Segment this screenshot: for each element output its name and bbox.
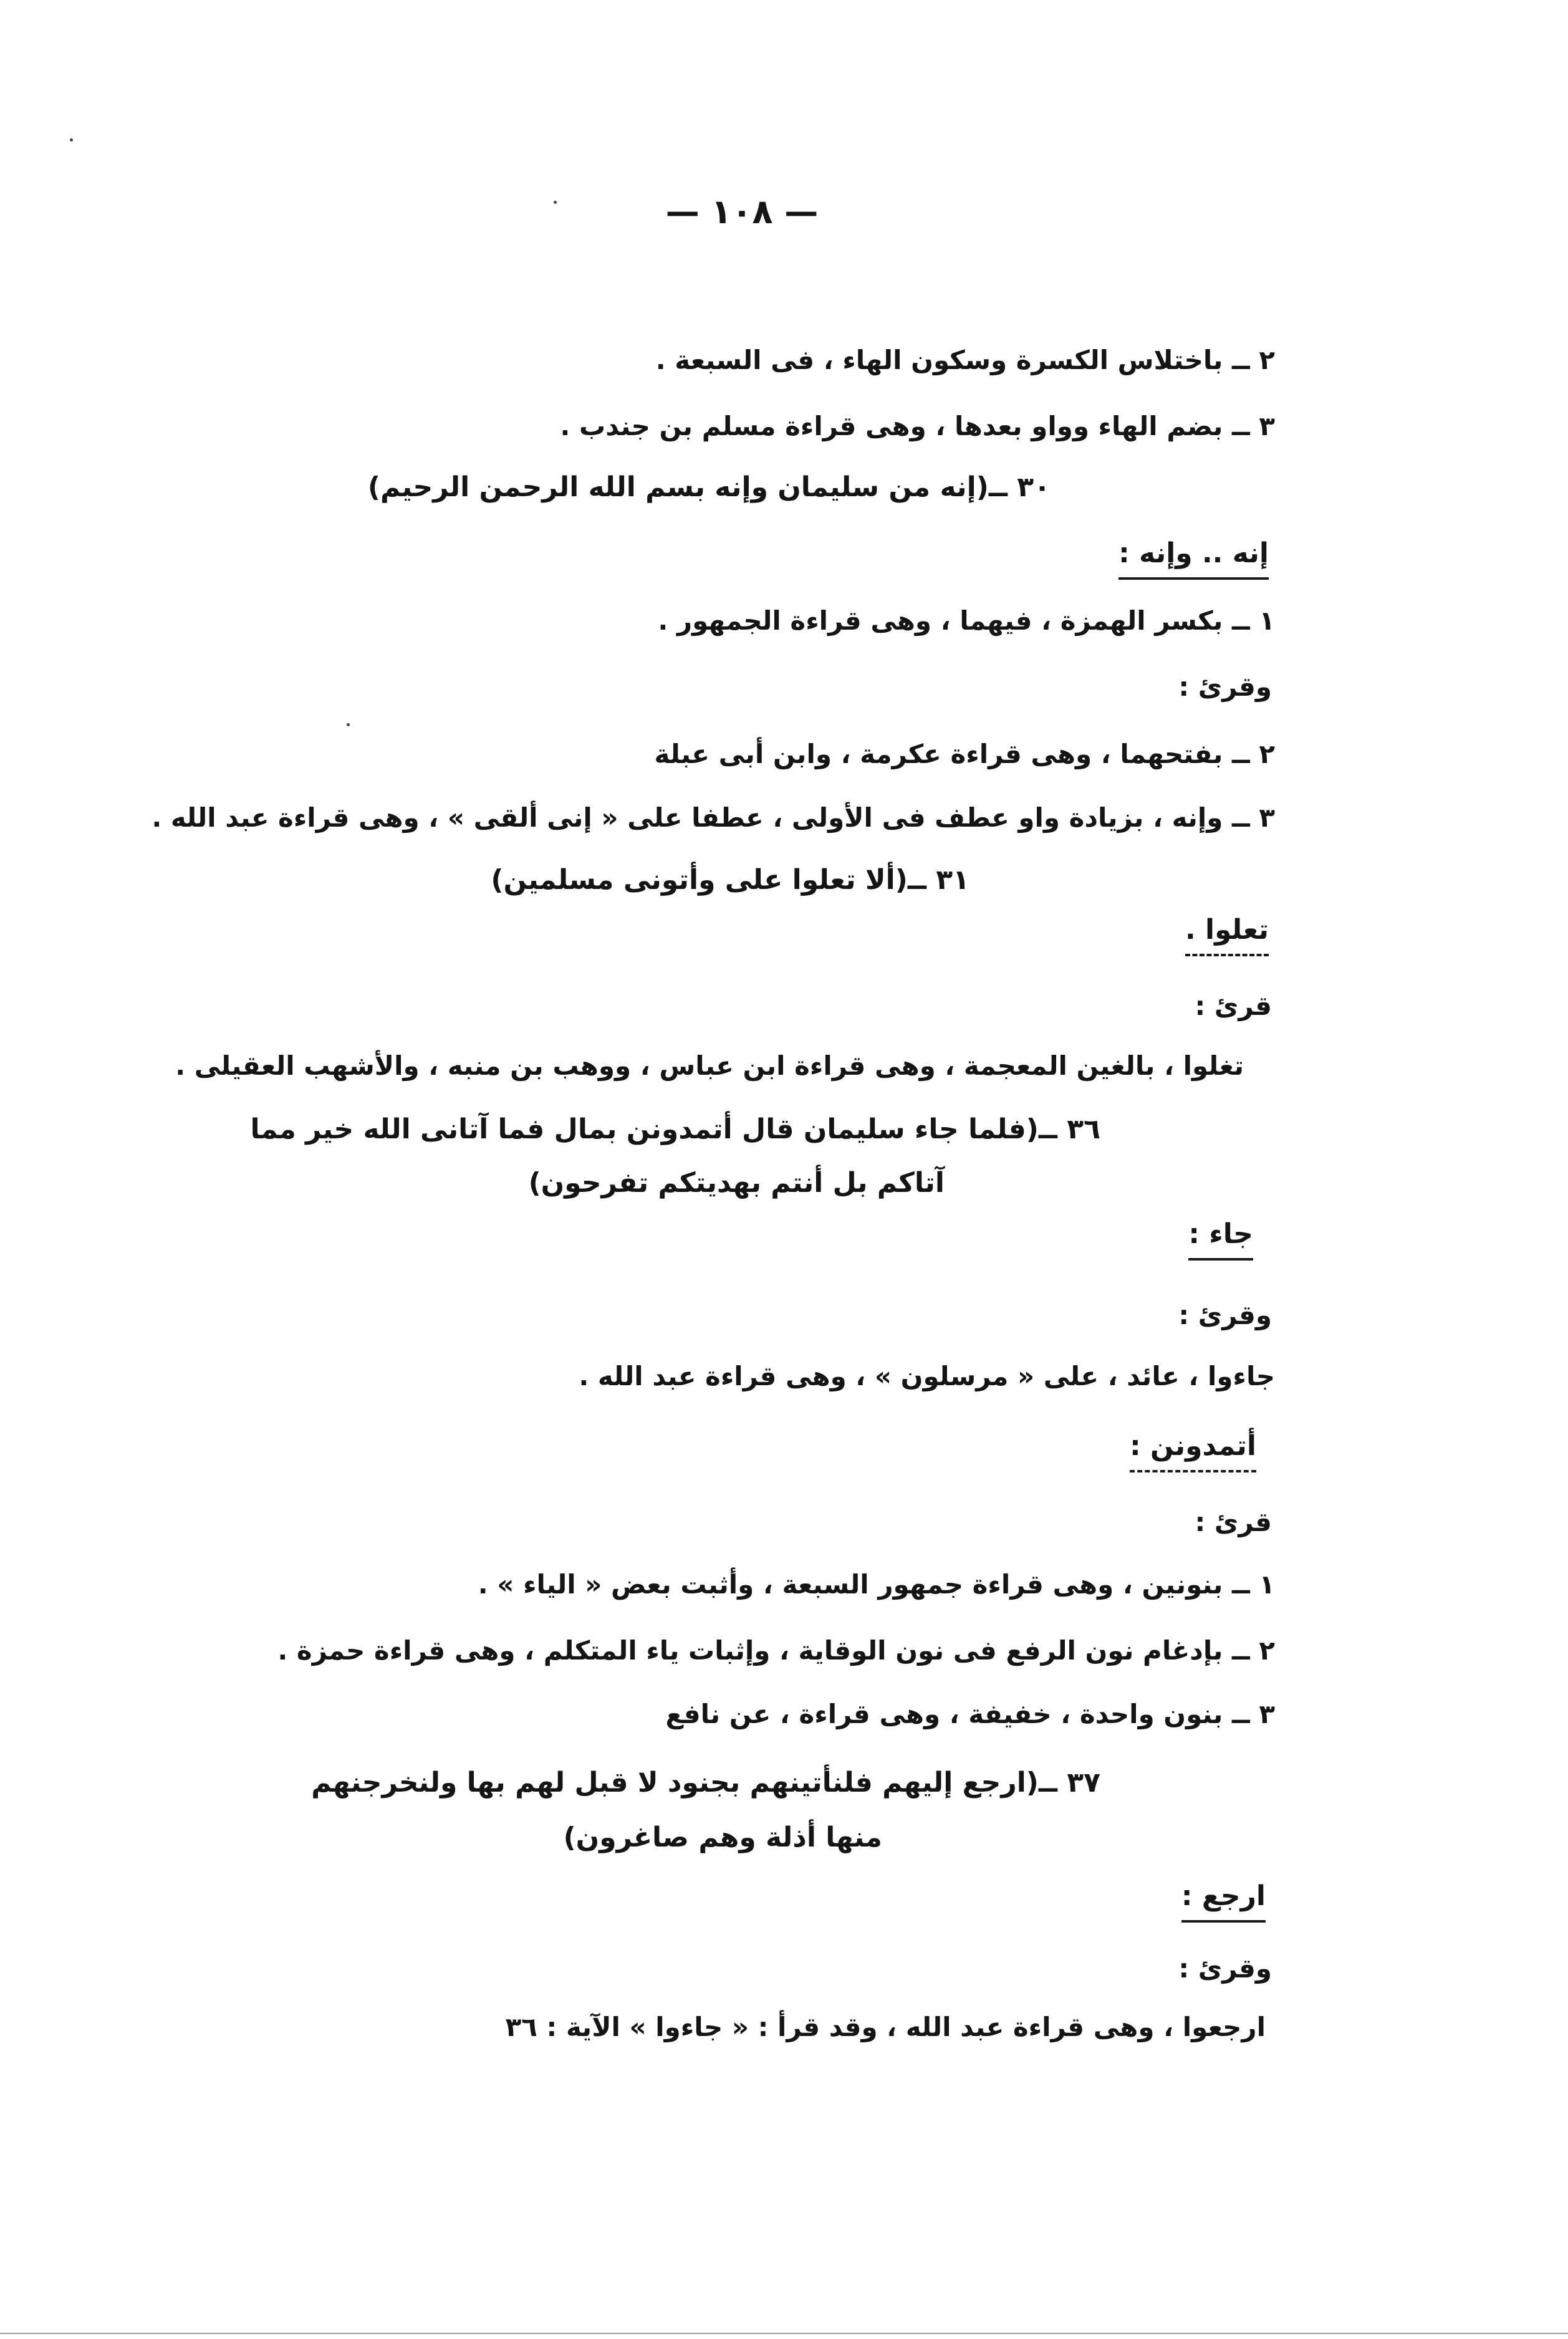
verse-line: ٣٦ ــ(فلما جاء سليمان قال أتمدونن بمال فما آتانى الله خير مما	[250, 1113, 1100, 1145]
verse-line: ٣٠ ــ(إنه من سليمان وإنه بسم الله الرحمن الرحيم)	[367, 471, 1051, 503]
word-heading: أتمدونن :	[1130, 1428, 1256, 1472]
reading-line: ارجعوا ، وهى قراءة عبد الله ، وقد قرأ : « جاءوا » الآية : ٣٦	[505, 2012, 1266, 2042]
scan-speck	[347, 723, 350, 726]
reading-label: قرئ :	[1195, 991, 1272, 1021]
page-number: — ١٠٨ —	[665, 192, 819, 231]
word-heading: جاء :	[1188, 1216, 1253, 1261]
reading-label: وقرئ :	[1178, 1953, 1272, 1984]
word-heading: ارجع :	[1181, 1878, 1266, 1923]
verse-line: منها أذلة وهم صاغرون)	[563, 1822, 882, 1853]
reading-label: قرئ :	[1195, 1507, 1272, 1537]
reading-line: ٣ ــ بنون واحدة ، خفيفة ، وهى قراءة ، عن نافع	[665, 1699, 1275, 1729]
reading-line: ١ ــ بكسر الهمزة ، فيهما ، وهى قراءة الجمهور .	[658, 605, 1275, 636]
scan-speck	[554, 201, 557, 204]
reading-line: ٢ ــ بإدغام نون الرفع فى نون الوقاية ، وإثبات ياء المتكلم ، وهى قراءة حمزة .	[277, 1635, 1275, 1666]
word-heading: إنه .. وإنه :	[1118, 535, 1269, 580]
reading-line: ٢ ــ باختلاس الكسرة وسكون الهاء ، فى السبعة .	[655, 345, 1275, 375]
reading-line: تغلوا ، بالغين المعجمة ، وهى قراءة ابن عباس ، ووهب بن منبه ، والأشهب العقيلى .	[175, 1050, 1244, 1081]
reading-line: ٢ ــ بفتحهما ، وهى قراءة عكرمة ، وابن أبى عبلة	[654, 739, 1275, 769]
page-bottom-edge	[0, 2333, 1568, 2334]
reading-line: ١ ــ بنونين ، وهى قراءة جمهور السبعة ، وأثبت بعض « الياء » .	[478, 1569, 1275, 1600]
verse-line: ٣١ ــ(ألا تعلوا على وأتونى مسلمين)	[491, 864, 969, 896]
reading-line: جاءوا ، عائد ، على « مرسلون » ، وهى قراءة عبد الله .	[579, 1361, 1275, 1391]
reading-label: وقرئ :	[1178, 671, 1272, 702]
reading-line: ٣ ــ وإنه ، بزيادة واو عطف فى الأولى ، عطفا على « إنى ألقى » ، وهى قراءة عبد الله .	[152, 802, 1275, 833]
reading-label: وقرئ :	[1178, 1300, 1272, 1330]
scan-speck	[70, 138, 73, 142]
verse-line: ٣٧ ــ(ارجع إليهم فلنأتينهم بجنود لا قبل لهم بها ولنخرجنهم	[311, 1767, 1100, 1799]
word-heading: تعلوا .	[1185, 911, 1269, 956]
verse-line: آتاكم بل أنتم بهديتكم تفرحون)	[528, 1167, 945, 1199]
reading-line: ٣ ــ بضم الهاء وواو بعدها ، وهى قراءة مسلم بن جندب .	[560, 411, 1275, 441]
